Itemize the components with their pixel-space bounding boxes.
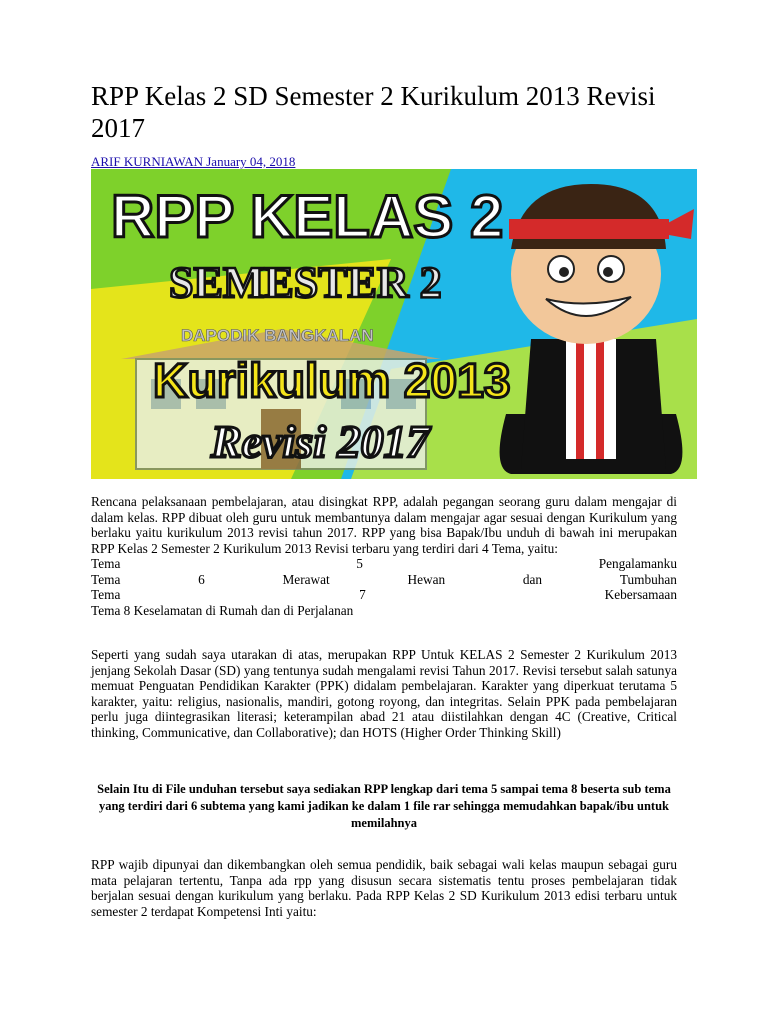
tema-number: 6 — [198, 571, 205, 587]
tema-row-5 — [91, 556, 677, 572]
page-title: RPP Kelas 2 SD Semester 2 Kurikulum 2013 Revisi 2017 — [91, 81, 656, 143]
banner-line4: Revisi 2017 — [211, 416, 430, 467]
third-paragraph: RPP wajib dipunyai dan dikembangkan oleh semua pendidik, baik sebagai wali kelas maupun sebagai guru mata pelajaran tertentu, Tanpa ada rpp yang disusun secara sistematis tentu proses pembelajaran tidak berjalan sesuai dengan kurikulum yang berlaku. Pada RPP Kelas 2 SD Kurikulum 2013 edisi terbaru untuk semester 2 terdapat Kompetensi Inti yaitu: — [91, 857, 677, 919]
tema-number: 5 — [356, 556, 363, 571]
tema-word: Hewan — [407, 571, 446, 587]
second-paragraph: Seperti yang sudah saya utarakan di atas, merupakan RPP Untuk KELAS 2 Semester 2 Kurikulum 2013 jenjang Sekolah Dasar (SD) yang tentunya sudah mengalami revisi Tahun 2017. Revisi tersebut salah satunya memuat Penguatan Pendidikan Karakter (PPK) didalam pembelajaran. Karakter yang diperkuat terutama 5 karakter, yaitu: religius, nasionalis, mandiri, gotong royong, dan integritas. Selain PPK pada pembelajaran perlu juga diintegrasikan literasi; keterampilan abad 21 atau diistilahkan dengan 4C (Creative, Critical thinking, Communicative, dan Collaborative); dan HOTS (Higher Order Thinking Skill) — [91, 647, 677, 740]
tema-row-6 — [91, 572, 677, 588]
intro-paragraph — [91, 494, 677, 618]
author-date-link[interactable]: ARIF KURNIAWAN January 04, 2018 — [91, 154, 296, 169]
tema-row-8: Tema 8 Keselamatan di Rumah dan di Perjalanan — [91, 602, 354, 618]
intro-text: Rencana pelaksanaan pembelajaran, atau disingkat RPP, adalah pegangan seorang guru dalam mengajar di dalam kelas. RPP dibuat oleh guru untuk membantunya dalam mengajar agar sesuai dengan Kurikulum yang berlaku yaitu kurikulum 2013 revisi tahun 2017. RPP yang bisa Bapak/Ibu unduh di bawah ini merupakan RPP Kelas 2 Semester 2 Kurikulum 2013 Revisi terbaru yang terdiri dari 4 Tema, yaitu: — [91, 494, 677, 556]
tema-title: Pengalamanku — [598, 556, 677, 571]
banner-image — [91, 169, 697, 479]
banner-line1: RPP KELAS 2 — [111, 183, 504, 250]
tema-label: Tema — [91, 587, 121, 602]
tema-word: Merawat — [282, 571, 330, 587]
download-note: Selain Itu di File unduhan tersebut saya sediakan RPP lengkap dari tema 5 sampai tema 8 beserta sub tema yang terdiri dari 6 subtema yang kami jadikan ke dalam 1 file rar sehingga memudahkan bapak/ibu untuk memilahnya — [97, 782, 671, 830]
banner-watermark: DAPODIK BANGKALAN — [181, 326, 374, 345]
tema-number: 7 — [359, 587, 366, 602]
banner-line3: Kurikulum 2013 — [153, 355, 511, 408]
tema-row-7 — [91, 587, 677, 603]
tema-word: Tumbuhan — [619, 571, 677, 587]
tema-title: Kebersamaan — [604, 587, 677, 602]
tema-label: Tema — [91, 571, 121, 587]
tema-label: Tema — [91, 556, 121, 571]
tema-word: dan — [522, 571, 543, 587]
banner-line2: SEMESTER 2 — [169, 258, 442, 307]
